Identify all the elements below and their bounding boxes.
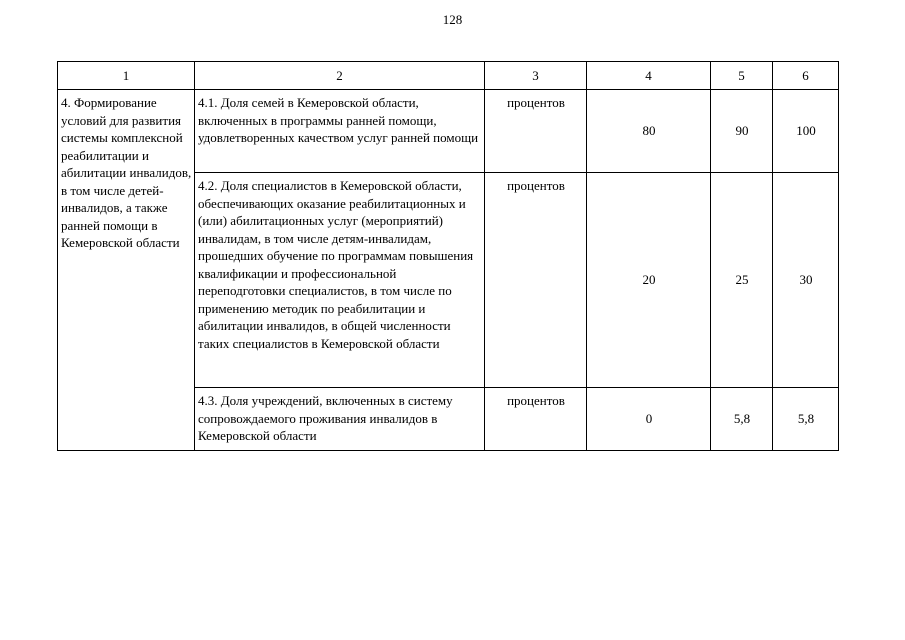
- header-col-4: 4: [587, 62, 711, 90]
- page-number: 128: [442, 12, 463, 27]
- goal-cell: 4. Формирование условий для развития системы комплексной реабилитации и абилитации инвалидов, в том числе детей-инвалидов, а также ранней помощи в Кемеровской области: [58, 90, 195, 451]
- table-body: [58, 90, 839, 451]
- indicator-cell: 4.3. Доля учреждений, включенных в систему сопровождаемого проживания инвалидов в Кемеровской области: [195, 388, 485, 451]
- value-col6-cell: 100: [773, 90, 839, 173]
- header-col-1: 1: [58, 62, 195, 90]
- value-col4-cell: 0: [587, 388, 711, 451]
- unit-cell: процентов: [485, 90, 587, 173]
- value-col5-cell: 5,8: [711, 388, 773, 451]
- header-col-2: 2: [195, 62, 485, 90]
- value-col4-cell: 20: [587, 173, 711, 388]
- header-col-3: 3: [485, 62, 587, 90]
- value-col5-cell: 90: [711, 90, 773, 173]
- indicator-cell: 4.1. Доля семей в Кемеровской области, включенных в программы ранней помощи, удовлетворенных качеством услуг ранней помощи: [195, 90, 485, 173]
- value-col5-cell: 25: [711, 173, 773, 388]
- indicators-table: [57, 61, 839, 451]
- header-row: [58, 62, 839, 90]
- unit-cell: процентов: [485, 173, 587, 388]
- header-col-5: 5: [711, 62, 773, 90]
- unit-cell: процентов: [485, 388, 587, 451]
- table-row: [58, 90, 839, 173]
- value-col6-cell: 5,8: [773, 388, 839, 451]
- indicator-cell: 4.2. Доля специалистов в Кемеровской области, обеспечивающих оказание реабилитационных и (или) абилитационных услуг (мероприятий) инвалидам, в том числе детям-инвалидам, прошедших обучение по программам повышения квалификации и профессиональной переподготовки специалистов, в том числе по применению методик по реабилитации и абилитации инвалидов, в общей численности таких специалистов в Кемеровской области: [195, 173, 485, 388]
- header-col-6: 6: [773, 62, 839, 90]
- value-col6-cell: 30: [773, 173, 839, 388]
- table-header: [58, 62, 839, 90]
- value-col4-cell: 80: [587, 90, 711, 173]
